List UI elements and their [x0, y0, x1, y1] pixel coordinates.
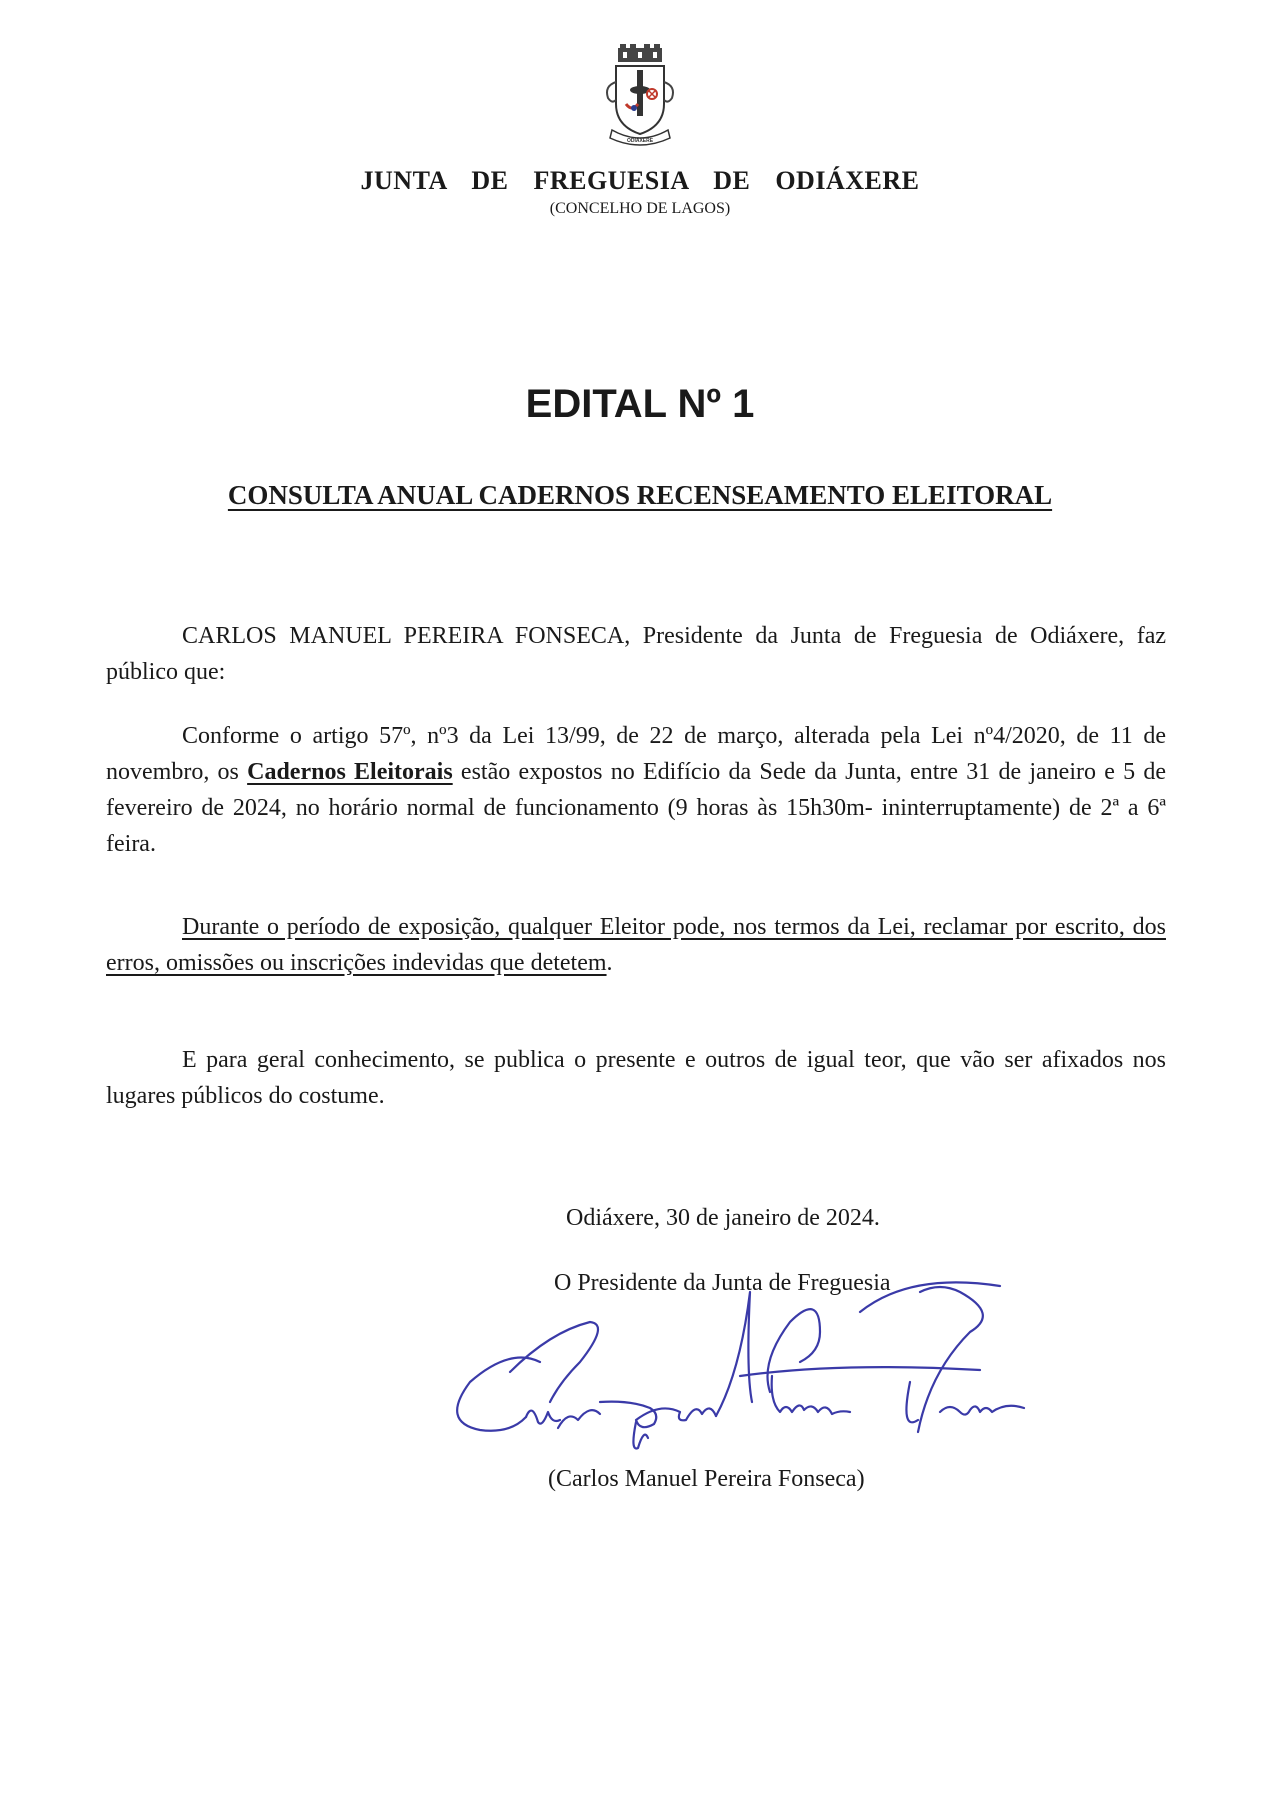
document-title: EDITAL Nº 1 [525, 382, 755, 426]
claims-paragraph-text: Durante o período de exposição, qualquer Eleitor pode, nos termos da Lei, reclamar por escrito, dos erros, omissões ou inscrições indevidas que detetem [106, 914, 1166, 976]
document-date: Odiáxere, 30 de janeiro de 2024. [566, 1205, 880, 1231]
signatory-role: O Presidente da Junta de Freguesia [554, 1270, 891, 1296]
claims-paragraph [106, 909, 1166, 981]
document-subtitle-text: CONSULTA ANUAL CADERNOS RECENSEAMENTO ELEITORAL [227, 480, 1053, 510]
cadernos-eleitorais-emphasis: Cadernos Eleitorais [247, 759, 453, 785]
publication-paragraph: E para geral conhecimento, se publica o presente e outros de igual teor, que vão ser afixados nos lugares públicos do costume. [106, 1047, 1166, 1109]
legal-paragraph [106, 718, 1166, 862]
signatory-name: (Carlos Manuel Pereira Fonseca) [548, 1466, 865, 1492]
legal-paragraph-part-2: estão expostos no Edifício da Sede da Junta, entre 31 de janeiro e 5 de fevereiro de 2024, no horário normal de funcionamento (9 horas às 15h30m- ininterruptamente) de 2ª a 6ª feira. [106, 759, 1166, 857]
organization-name: JUNTA DE FREGUESIA DE ODIÁXERE [360, 166, 920, 195]
intro-paragraph: CARLOS MANUEL PEREIRA FONSECA, Presidente da Junta de Freguesia de Odiáxere, faz público que: [106, 623, 1166, 685]
claims-paragraph-end: . [606, 950, 613, 976]
handwritten-signature [440, 1252, 1080, 1452]
legal-paragraph-part-1: Conforme o artigo 57º, nº3 da Lei 13/99, de 22 de março, alterada pela Lei nº4/2020, de 11 de novembro, os [106, 723, 1166, 785]
document-subtitle [0, 480, 1280, 511]
coat-of-arms-icon [590, 42, 690, 150]
crest-ribbon-label: ODIÁXERE [626, 138, 654, 144]
council-name: (CONCELHO DE LAGOS) [549, 200, 731, 217]
